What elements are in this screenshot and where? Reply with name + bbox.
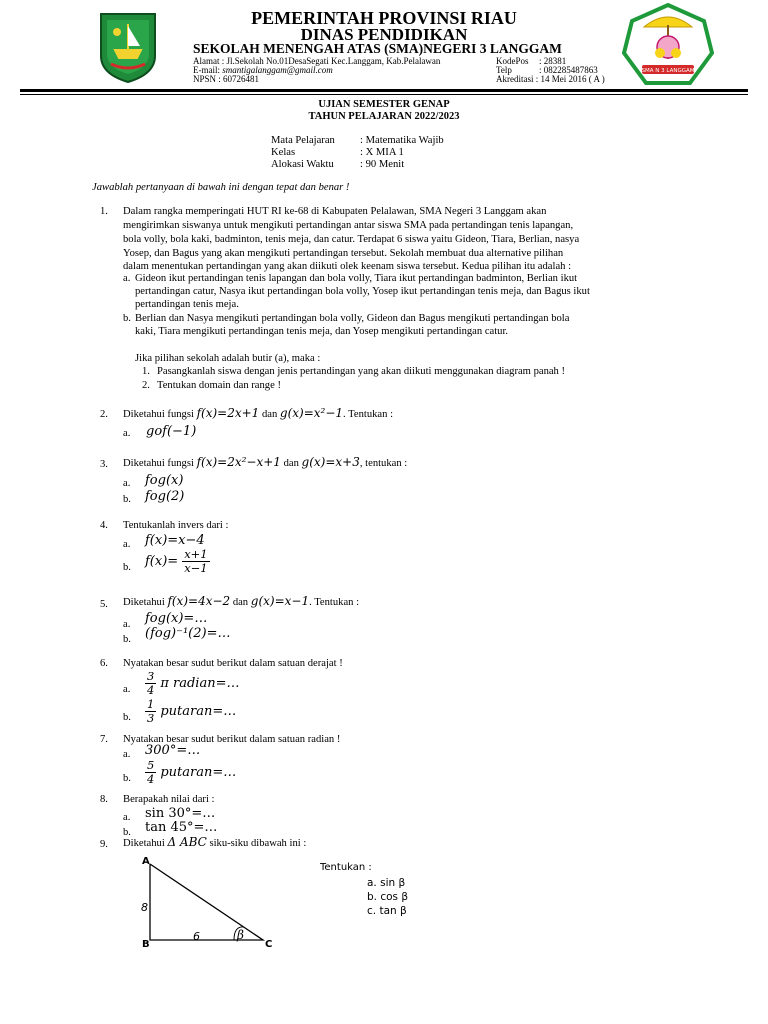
right-logo-ribbon-text: SMA N 3 LANGGAM <box>641 68 695 74</box>
q8-number: 8. <box>100 794 108 805</box>
q5-g: g(x)=x−1 <box>250 594 310 608</box>
q9-tentukan: Tentukan : <box>320 862 372 873</box>
q6-a: $\frac{3}{4}$ π radian=… <box>147 669 240 697</box>
q7-b-label: b. <box>123 773 131 784</box>
q9-triangle-diagram <box>130 852 280 952</box>
header-akreditasi: Akreditasi : 14 Mei 2016 ( A ) <box>496 74 605 84</box>
q4-a-label: a. <box>123 539 131 550</box>
q8-a-label: a. <box>123 812 131 823</box>
q2-number: 2. <box>100 409 108 420</box>
q5-f: f(x)=4x−2 <box>167 594 231 608</box>
q7-a: 300°=… <box>145 743 201 758</box>
q1-line-3: bola volly, bola kaki, badminton, tenis meja, dan catur. Terdapat 6 siswa yaitu Gideon, Tiara, Berlian, nasya <box>123 234 580 245</box>
q9-angle: β <box>237 928 244 942</box>
q1-a-label: a. <box>123 273 131 284</box>
q3-f: f(x)=2x²−x+1 <box>196 455 281 469</box>
q4-text: Tentukanlah invers dari : <box>123 520 229 531</box>
q1-a-line-1: Gideon ikut pertandingan tenis lapangan dan bola volly, Tiara ikut pertandingan badminton, Berlian ikut <box>135 273 578 284</box>
q9-item-c: c. tan β <box>367 905 407 917</box>
q5-a-label: a. <box>123 619 131 630</box>
exam-instruction: Jawablah pertanyaan di bawah ini dengan tepat dan benar ! <box>92 182 350 193</box>
header-alamat: Alamat : Jl.Sekolah No.01DesaSegati Kec.Langgam, Kab.Pelalawan <box>193 56 441 66</box>
q2-a: gof(−1) <box>146 424 197 439</box>
q2-g: g(x)=x²−1 <box>279 406 344 420</box>
q1-task-2-num: 2. <box>142 380 150 391</box>
header-telp: : 082285487863 <box>539 65 598 75</box>
triangle-shape <box>150 864 263 940</box>
exam-info-value-3: : 90 Menit <box>360 159 405 170</box>
q9-item-b: b. cos β <box>367 891 409 903</box>
q7-a-label: a. <box>123 749 131 760</box>
exam-info-value-2: : X MIA 1 <box>360 147 404 158</box>
q1-jika: Jika pilihan sekolah adalah butir (a), maka : <box>135 353 321 364</box>
q8-b-label: b. <box>123 827 131 838</box>
q1-line-1: Dalam rangka memperingati HUT RI ke-68 di Kabupaten Pelalawan, SMA Negeri 3 Langgam akan <box>123 206 547 217</box>
q2-f: f(x)=2x+1 <box>196 406 260 420</box>
header-line2: DINAS PENDIDIKAN <box>300 25 468 44</box>
q5-number: 5. <box>100 599 108 610</box>
header-kodepos-label: KodePos <box>496 56 529 66</box>
q6-number: 6. <box>100 658 108 669</box>
q4-a: f(x)=x−4 <box>145 533 205 548</box>
q9-side-ab: 8 <box>141 901 148 914</box>
exam-title1: UJIAN SEMESTER GENAP <box>318 99 450 110</box>
q2-a-label: a. <box>123 428 131 439</box>
school-emblem-icon <box>622 3 714 89</box>
header-divider <box>20 89 748 92</box>
right-logo <box>622 3 714 89</box>
exam-title2: TAHUN PELAJARAN 2022/2023 <box>308 111 460 122</box>
q9-stem: Diketahui Δ ABC siku-siku dibawah ini : <box>123 835 307 849</box>
q9-side-bc: 6 <box>193 930 200 943</box>
header-divider-thin <box>20 94 748 95</box>
exam-info-label-1: Mata Pelajaran <box>271 135 335 146</box>
header-email: E-mail: smantigalanggam@gmail.com <box>193 65 333 75</box>
q9-vertex-c: C <box>265 939 273 950</box>
q9-triangle: Δ ABC <box>167 835 207 849</box>
q5-b-label: b. <box>123 634 131 645</box>
q4-number: 4. <box>100 520 108 531</box>
q1-line-2: mengirimkan siswanya untuk mengikuti pertandingan antar siswa SMA pada pertandingan tenis lapangan, <box>123 220 574 231</box>
header-line3: SEKOLAH MENENGAH ATAS (SMA)NEGERI 3 LANGGAM <box>193 41 562 56</box>
q6-text: Nyatakan besar sudut berikut dalam satuan derajat ! <box>123 658 343 669</box>
q1-line-4: Yosep, dan Bagus yang akan mengikuti pertandingan tersebut. Sekolah membuat dua alternative pilihan <box>123 248 564 259</box>
q1-b-line-1: Berlian dan Nasya mengikuti pertandingan bola volly, Gideon dan Bagus mengikuti pertandingan bola <box>135 313 570 324</box>
q3-a-label: a. <box>123 478 131 489</box>
q1-task-2: Tentukan domain dan range ! <box>157 380 281 391</box>
q3-b-label: b. <box>123 494 131 505</box>
q3-a: fog(x) <box>145 473 184 488</box>
q2-stem: Diketahui fungsi f(x)=2x+1 dan g(x)=x²−1. Tentukan : <box>123 406 394 420</box>
q3-b: fog(2) <box>145 489 185 504</box>
q9-item-a: a. sin β <box>367 877 406 889</box>
q5-a: fog(x)=… <box>145 611 208 626</box>
q4-b: f(x)= $\frac{x+1}{x-1}$ <box>145 547 208 575</box>
q1-a-line-3: pertandingan tenis meja. <box>135 299 239 310</box>
header-telp-label: Telp <box>496 65 512 75</box>
q9-vertex-b: B <box>142 939 150 950</box>
q5-b: (fog)⁻¹(2)=… <box>145 626 231 641</box>
q1-b-line-2: kaki, Tiara mengikuti pertandingan tenis meja, dan Yosep mengikuti pertandingan catur. <box>135 326 509 337</box>
q6-b-label: b. <box>123 712 131 723</box>
q5-stem: Diketahui f(x)=4x−2 dan g(x)=x−1. Tentukan : <box>123 594 360 608</box>
q3-stem: Diketahui fungsi f(x)=2x²−x+1 dan g(x)=x+3, tentukan : <box>123 455 408 469</box>
q8-text: Berapakah nilai dari : <box>123 794 215 805</box>
q8-a: sin 30°=… <box>145 806 216 821</box>
q1-line-5: dalam menentukan pertandingan yang akan diikuti olek keenam siswa tersebut. Kedua pilihan itu adalah : <box>123 261 572 272</box>
q4-b-label: b. <box>123 562 131 573</box>
q9-number: 9. <box>100 839 108 850</box>
q7-text: Nyatakan besar sudut berikut dalam satuan radian ! <box>123 734 341 745</box>
exam-info-value-1: : Matematika Wajib <box>360 135 444 146</box>
q3-number: 3. <box>100 459 108 470</box>
q1-task-1: Pasangkanlah siswa dengan jenis pertandingan yang akan diikuti menggunakan diagram panah ! <box>157 366 566 377</box>
q7-number: 7. <box>100 734 108 745</box>
exam-info-label-3: Alokasi Waktu <box>271 159 334 170</box>
q8-b: tan 45°=… <box>145 820 218 835</box>
header-npsn: NPSN : 60726481 <box>193 74 260 84</box>
q1-task-1-num: 1. <box>142 366 150 377</box>
q1-b-label: b. <box>123 313 131 324</box>
header-kodepos: : 28381 <box>539 56 567 66</box>
q3-g: g(x)=x+3 <box>301 455 360 469</box>
q7-b: $\frac{5}{4}$ putaran=… <box>147 758 237 786</box>
q9-vertex-a: A <box>142 856 150 867</box>
q6-a-label: a. <box>123 684 131 695</box>
q1-a-line-2: pertandingan catur, Nasya ikut pertandingan bola volly, Yosep ikut pertandingan tenis meja, dan Bagus ikut <box>135 286 590 297</box>
q6-b: $\frac{1}{3}$ putaran=… <box>147 697 237 725</box>
header-line1: PEMERINTAH PROVINSI RIAU <box>251 8 517 28</box>
exam-info-label-2: Kelas <box>271 147 296 158</box>
q1-number: 1. <box>100 206 108 217</box>
